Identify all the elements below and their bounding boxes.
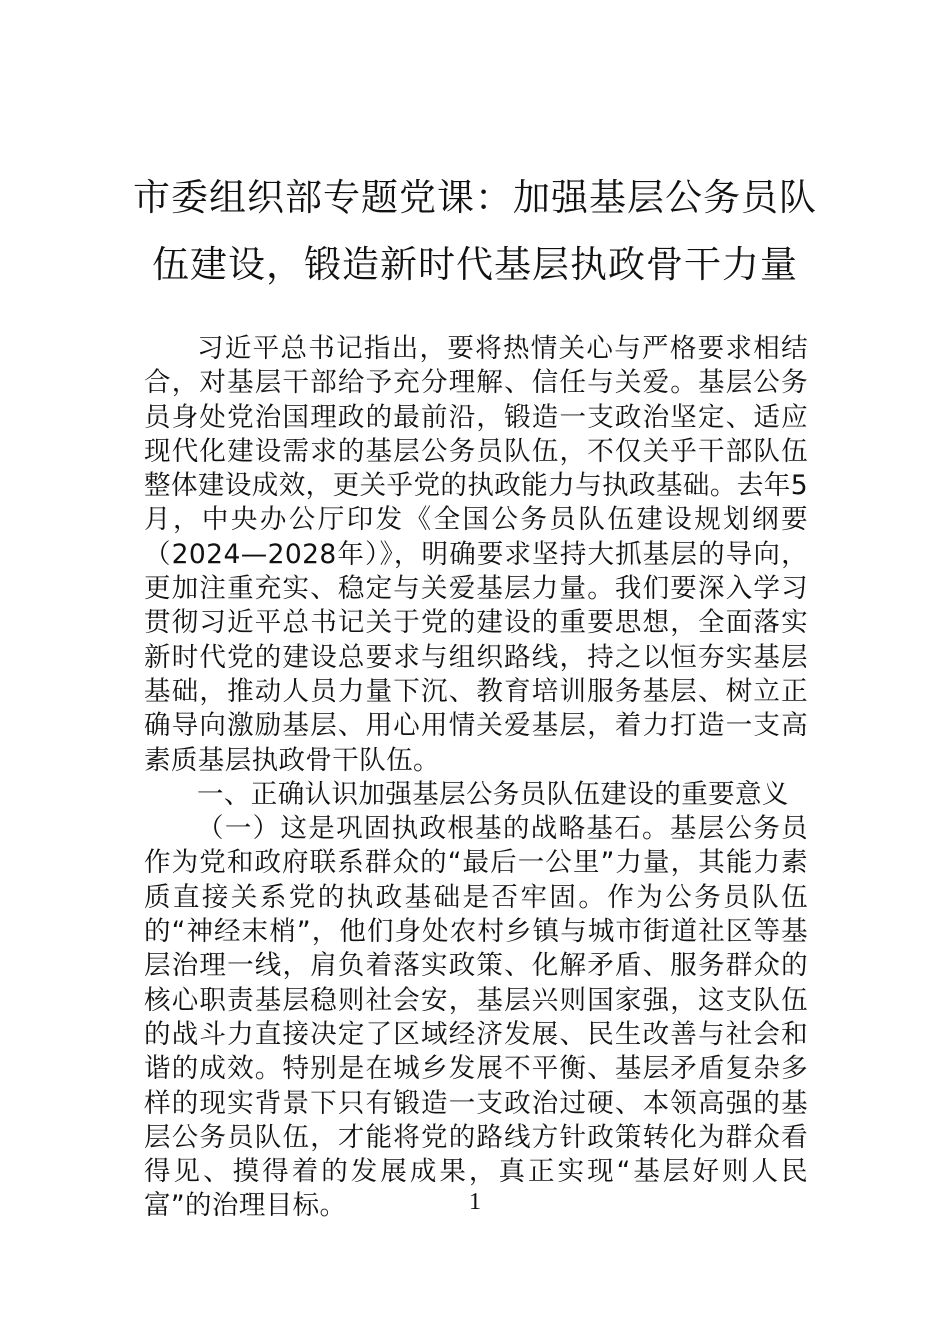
document-body [144,332,808,1224]
document-title-line-1: 市委组织部专题党课：加强基层公务员队 [133,176,817,219]
section-heading: 一、正确认识加强基层公务员队伍建设的重要意义 [197,778,789,810]
paragraph-subsection-1: （一）这是巩固执政根基的战略基石。基层公务员作为党和政府联系群众的“最后一公里”力量，其能力素质直接关系党的执政基础是否牢固。作为公务员队伍的“神经末梢”，他们身处农村乡镇与城市街道社区等基层治理一线，肩负着落实政策、化解矛盾、服务群众的核心职责基层稳则社会安，基层兴则国家强，这支队伍的战斗力直接决定了区域经济发展、民生改善与社会和谐的成效。特别是在城乡发展不平衡、基层矛盾复杂多样的现实背景下只有锻造一支政治过硬、本领高强的基层公务员队伍，才能将党的路线方针政策转化为群众看得见、摸得着的发展成果，真正实现“基层好则人民富”的治理目标。 [144,813,808,1222]
paragraph-intro: 习近平总书记指出，要将热情关心与严格要求相结合，对基层干部给予充分理解、信任与关爱。基层公务员身处党治国理政的最前沿，锻造一支政治坚定、适应现代化建设需求的基层公务员队伍，不仅关乎干部队伍整体建设成效，更关乎党的执政能力与执政基础。去年5月，中央办公厅印发《全国公务员队伍建设规划纲要（2024—2028年）》，明确要求坚持大抓基层的导向，更加注重充实、稳定与关爱基层力量。我们要深入学习贯彻习近平总书记关于党的建设的重要思想，全面落实新时代党的建设总要求与组织路线，持之以恒夯实基层基础，推动人员力量下沉、教育培训服务基层、树立正确导向激励基层、用心用情关爱基层，着力打造一支高素质基层执政骨干队伍。 [144,333,808,776]
document-title-line-2: 伍建设，锻造新时代基层执政骨干力量 [152,243,798,286]
page-number: 1 [469,1189,481,1215]
